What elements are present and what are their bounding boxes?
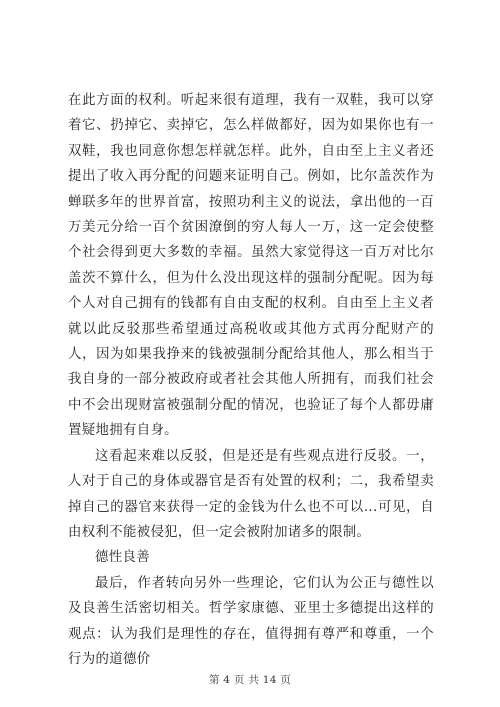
page-number-footer: 第 4 页 共 14 页 (208, 674, 292, 686)
paragraph-virtue-theories: 最后，作者转向另外一些理论，它们认为公正与德性以及良善生活密切相关。哲学家康德、亚里士多德提出这样的观点：认为我们是理性的存在，值得拥有尊严和尊重，一个行为的道德价 (68, 575, 434, 667)
section-heading-virtue: 德性良善 (95, 550, 150, 566)
document-body (68, 88, 434, 672)
paragraph-counterarguments: 这看起来难以反驳，但是还是有些观点进行反驳。一，人对于自己的身体或器官是否有处置的权利；二，我希望卖掉自己的器官来获得一定的金钱为什么也不可以...可见，自由权利不能被侵犯，但一定会被附加诸多的限制。 (68, 448, 434, 540)
paragraph-rights-and-redistribution: 在此方面的权利。听起来很有道理，我有一双鞋，我可以穿着它、扔掉它、卖掉它，怎么样做都好，因为如果你也有一双鞋，我也同意你想怎样就怎样。此外，自由至上主义者还提出了收入再分配的问题来证明自己。例如，比尔盖茨作为蝉联多年的世界首富，按照功利主义的说法，拿出他的一百万美元分给一百个贫困潦倒的穷人每人一万，这一定会使整个社会得到更大多数的幸福。虽然大家觉得这一百万对比尔盖茨不算什么，但为什么没出现这样的强制分配呢。因为每个人对自己拥有的钱都有自由支配的权利。自由至上主义者就以此反驳那些希望通过高税收或其他方式再分配财产的人，因为如果我挣来的钱被强制分配给其他人，那么相当于我自身的一部分被政府或者社会其他人所拥有，而我们社会中不会出现财富被强制分配的情况，也验证了每个人都毋庸置疑地拥有自身。 (68, 93, 434, 439)
